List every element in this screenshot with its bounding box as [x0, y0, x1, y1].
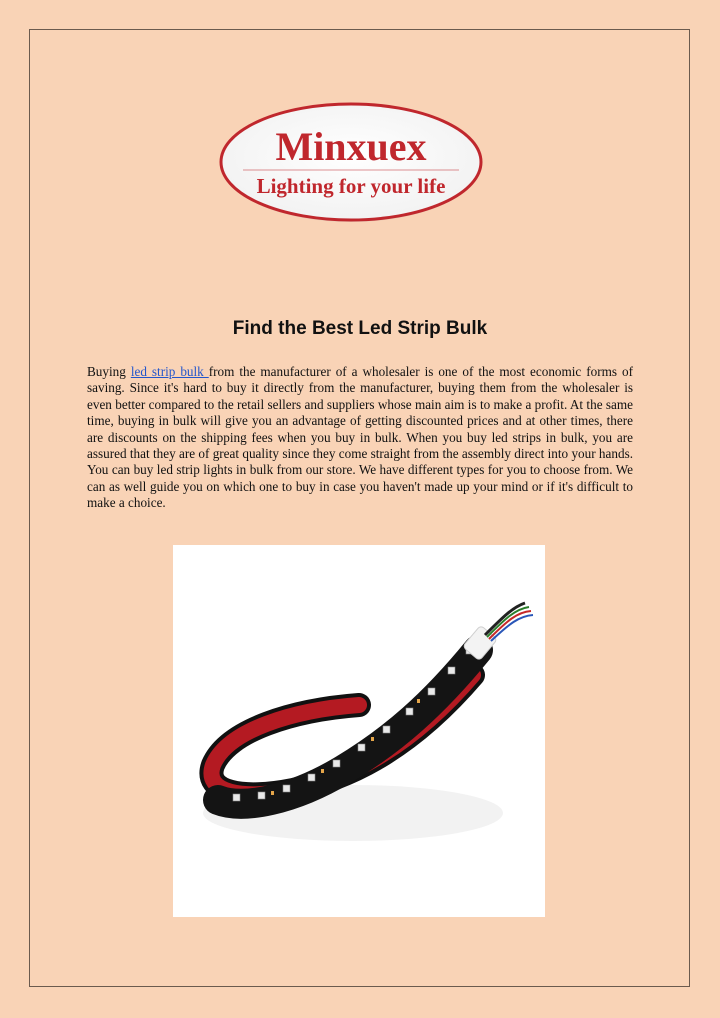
intro-prefix: Buying	[87, 364, 131, 379]
brand-logo	[218, 100, 484, 226]
logo-brand: Minxuex	[275, 124, 427, 169]
led-strip-product-photo	[173, 545, 545, 917]
article-body	[87, 364, 633, 512]
body-text: from the manufacturer of a wholesaler is one of the most economic forms of saving. Since it's hard to buy it directly from the manufacturer, buying them from the wholesaler is even better compared to the retail sellers and suppliers whose main aim is to make a profit. At the same time, buying in bulk will give you an advantage of getting discounted prices and at other times, there are discounts on the shipping fees when you buy in bulk. When you buy led strips in bulk, you are assured that they are of great quality since they come straight from the assembly direct into your hands. You can buy led strip lights in bulk from our store. We have different types for you to choose from. We can as well guide you on which one to buy in case you haven't made up your mind or if it's difficult to make a choice.	[87, 364, 633, 511]
logo-tagline: Lighting for your life	[256, 174, 446, 198]
led-strip-bulk-link[interactable]: led strip bulk	[130, 364, 209, 379]
article-title: Find the Best Led Strip Bulk	[232, 318, 488, 339]
